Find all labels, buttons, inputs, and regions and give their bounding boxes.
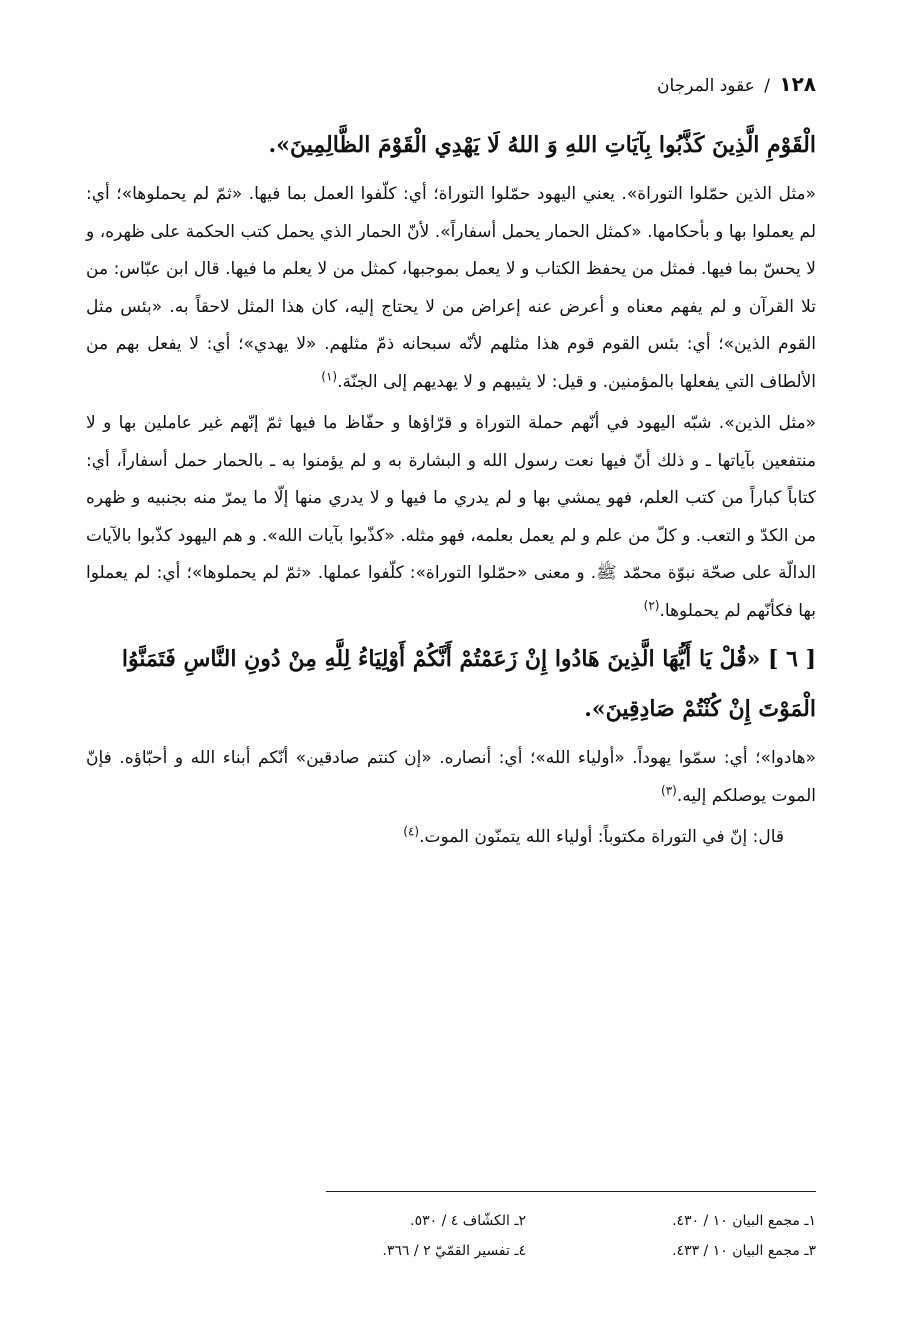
paragraph-text: «مثل الذين حمّلوا التوراة». يعني اليهود حمّلوا التوراة؛ أي: كلّفوا العمل بما فيها. «ثمّ لم يحملوها»؛ أي: لم يعملوا بها و بأحكامها. «كمثل الحمار يحمل أسفاراً». لأنّ الحمار الذي يحمل كتب الحكمة على ظهره، و لا يحسّ بما فيها. فمثل من يحفظ الكتاب و لا يعمل بموجبها، كمثل من لا يعلم ما فيها. قال ابن عبّاس: من تلا القرآن و لم يفهم معناه و أعرض عنه إعراض من لا يحتاج إليه، كان هذا المثل لاحقاً به. «بئس مثل القوم الذين»؛ أي: بئس القوم قوم هذا مثلهم لأنّه سبحانه ذمّ مثلهم. «لا يهدي»؛ أي: لا يفعل بهم من الألطاف التي يفعلها بالمؤمنين. و قيل: لا يثيبهم و لا يهديهم إلى الجنّة. — [86, 184, 816, 392]
verse-text: [ ٦ ] «قُلْ يَا أَيُّهَا الَّذِينَ هَادُوا إِنْ زَعَمْتُمْ أَنَّكُمْ أَوْلِيَاءُ لِلَّهِ مِنْ دُونِ النَّاسِ فَتَمَنَّوُا الْمَوْتَ إِنْ كُنْتُمْ صَادِقِينَ». — [121, 646, 816, 722]
commentary-paragraph — [86, 176, 816, 401]
paragraph-text: قال: إنّ في التوراة مكتوباً: أولياء الله يتمنّون الموت. — [419, 827, 784, 847]
footnote-item: ٢ـ الكشّاف ٤ / ٥٣٠. — [410, 1213, 526, 1229]
footnote-marker: (٣) — [661, 782, 677, 797]
footnote-row — [256, 1206, 816, 1236]
paragraph-text: «مثل الذين». شبّه اليهود في أنّهم حملة التوراة و قرّاؤها و حفّاظ ما فيها ثمّ إنّهم غير عاملين بها و لا منتفعين بآياتها ـ و ذلك أنّ فيها نعت رسول الله و البشارة به و لم يؤمنوا به ـ بالحمار حمل أسفاراً، أي: كتاباً كباراً من كتب العلم، فهو يمشي بها و لم يدري ما فيها و لا يدري منها إلّا ما يمرّ منه بجنبيه و ظهره من الكدّ و التعب. و كلّ من علم و لم يعمل بعلمه، فهو مثله. «كذّبوا بآيات الله». و هم اليهود كذّبوا بالآيات الدالّة على صحّة نبوّة محمّد ﷺ. و معنى «حمّلوا التوراة»: كلّفوا عملها. «ثمّ لم يحملوها»؛ أي: لم يعملوا بها فكأنّهم لم يحملوها. — [86, 413, 816, 621]
header-separator: / — [764, 76, 770, 96]
paragraph-text: «هادوا»؛ أي: سمّوا يهوداً. «أولياء الله»؛ أي: أنصاره. «إن كنتم صادقين» أنّكم أبناء الله و أحبّاؤه. فإنّ الموت يوصلكم إليه. — [86, 748, 816, 806]
page-number: ١٢٨ — [779, 72, 816, 96]
quran-verse — [86, 634, 816, 734]
verse-text: الْقَوْمِ الَّذِينَ كَذَّبُوا بِآيَاتِ اللهِ وَ اللهُ لَا يَهْدِي الْقَوْمَ الظَّالِمِينَ». — [268, 132, 816, 158]
footnote-marker: (٢) — [643, 597, 660, 612]
commentary-paragraph — [86, 819, 816, 857]
footnote-item: ٤ـ تفسير القمّيّ ٢ / ٣٦٦. — [382, 1243, 526, 1259]
running-header — [657, 72, 816, 98]
footnotes — [256, 1206, 816, 1266]
footnote-marker: (٤) — [403, 824, 420, 839]
footnote-item: ١ـ مجمع البيان ١٠ / ٤٣٠. — [672, 1213, 816, 1229]
quran-verse — [86, 120, 816, 170]
footnote-divider — [326, 1191, 816, 1192]
main-text — [86, 120, 816, 861]
book-title: عقود المرجان — [657, 76, 755, 96]
footnote-marker: (١) — [321, 368, 338, 383]
page — [86, 60, 816, 1300]
commentary-paragraph — [86, 405, 816, 630]
footnote-item: ٣ـ مجمع البيان ١٠ / ٤٣٣. — [672, 1243, 816, 1259]
footnote-row — [256, 1236, 816, 1266]
commentary-paragraph — [86, 740, 816, 815]
